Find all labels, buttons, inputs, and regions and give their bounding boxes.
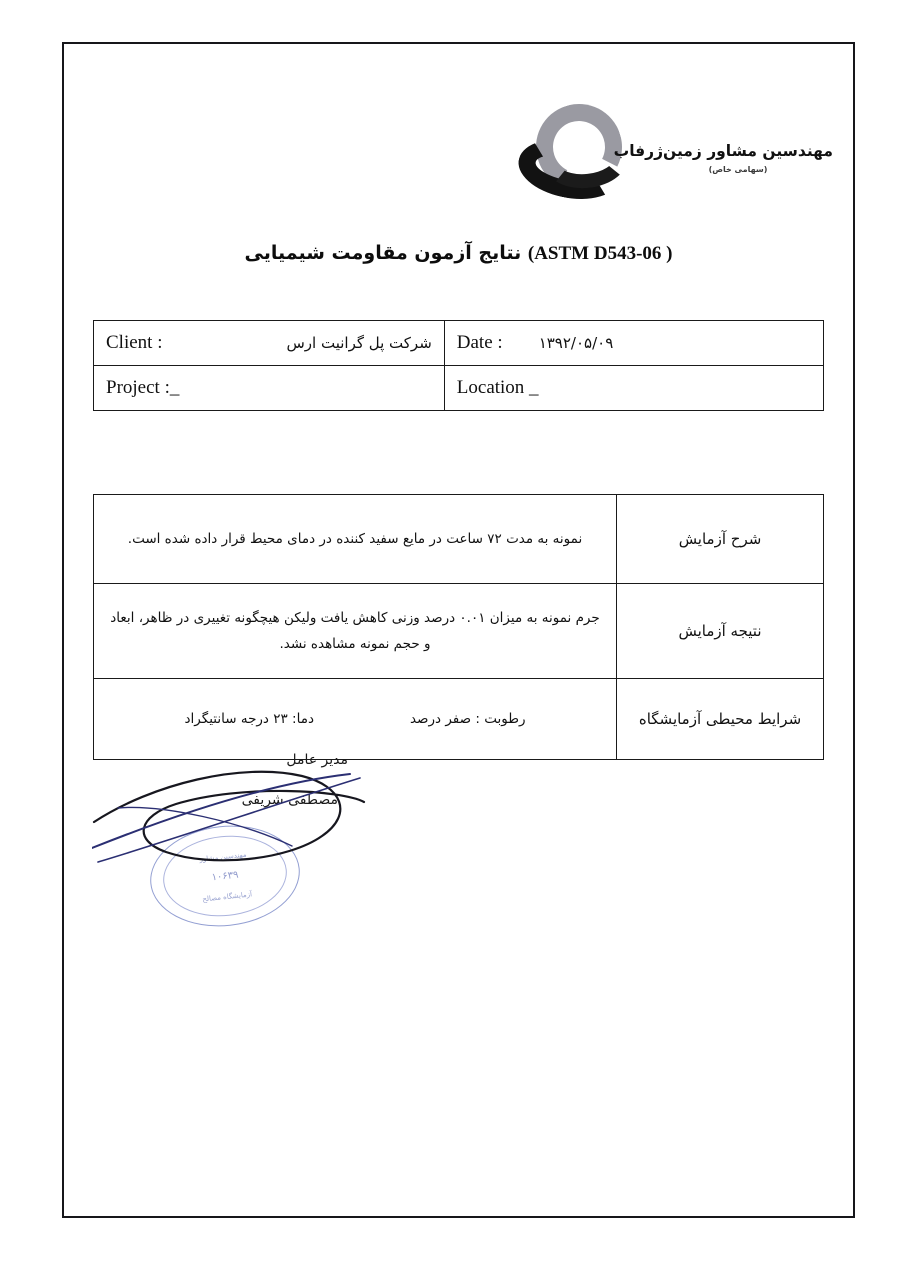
page-title-fa: نتایج آزمون مقاومت شیمیایی [244,242,522,264]
client-label: Client : [106,332,163,353]
test-result-label: نتیجه آزمایش [617,584,824,679]
location-cell [444,366,823,411]
humidity-value: رطوبت : صفر درصد [409,710,526,727]
table-row [94,321,824,366]
table-row [94,366,824,411]
company-subtitle: (سهامی خاص) [708,165,768,174]
stamp-line-top: مهندسین مشاور [199,850,247,864]
page-title [64,242,853,265]
date-label: Date : [456,332,503,353]
document-page [62,42,855,1218]
table-row [94,495,824,584]
temperature-value: دما: ۲۳ درجه سانتیگراد [184,710,314,727]
test-description-label: شرح آزمایش [617,495,824,584]
test-result-value: جرم نمونه به میزان ۰.۰۱ درصد وزنی کاهش یافت ولیکن هیچگونه تغییری در ظاهر، ابعاد و حجم نمونه مشاهده نشد. [94,584,617,679]
table-row [94,584,824,679]
project-cell [94,366,445,411]
date-value: ۱۳۹۲/۰۵/۰۹ [538,334,614,352]
company-identity [613,142,833,174]
company-name: مهندسین مشاور زمین‌ژرفاب [613,142,833,160]
client-value: شرکت پل گرانیت ارس [286,334,432,352]
test-results-table [93,494,824,760]
letterhead [64,102,853,212]
client-info-table [93,320,824,411]
page-title-standard: ( ASTM D543-06) [527,243,673,264]
client-cell [94,321,445,366]
project-label: Project :_ [106,377,180,398]
company-stamp [145,818,305,933]
signature-block [92,744,422,944]
signatory-role: مدیر عامل [286,752,348,768]
test-description-value: نمونه به مدت ۷۲ ساعت در مایع سفید کننده در دمای محیط قرار داده شده است. [94,495,617,584]
lab-conditions-label: شرایط محیطی آزمایشگاه [617,679,824,760]
stamp-number: ۱۰۶۳۹ [211,869,239,884]
location-label: Location _ [456,377,539,398]
signatory-name: مصطفی شریفی [241,792,338,808]
date-cell [444,321,823,366]
stamp-line-bottom: آزمایشگاه مصالح [201,890,253,904]
